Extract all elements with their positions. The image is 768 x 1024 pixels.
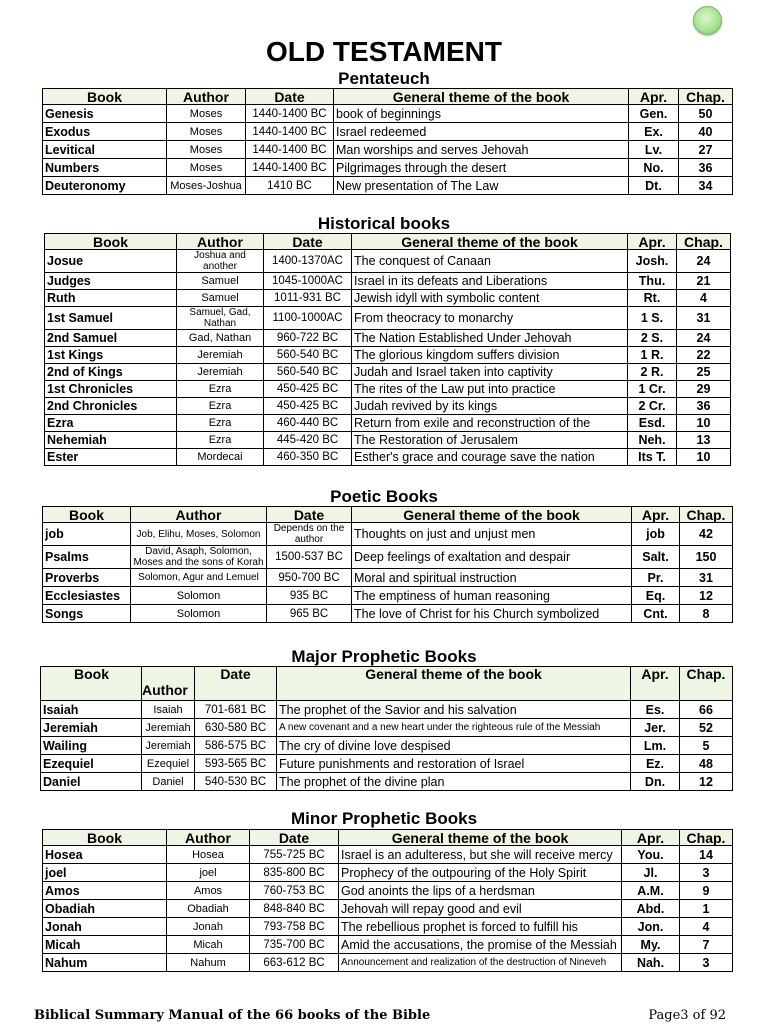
cell-theme: Future punishments and restoration of Israel (277, 755, 631, 773)
col-header-book: Book (43, 830, 167, 846)
cell-apr: 2 R. (628, 364, 677, 381)
table-row (45, 364, 731, 381)
cell-apr: Ex. (629, 123, 679, 141)
cell-apr: Its T. (628, 449, 677, 466)
cell-date: 460-350 BC (264, 449, 352, 466)
cell-book: Isaiah (41, 701, 142, 719)
table-row (43, 918, 733, 936)
table-row (41, 755, 733, 773)
cell-apr: A.M. (622, 882, 680, 900)
cell-book: Amos (43, 882, 167, 900)
cell-date: 1440-1400 BC (246, 123, 334, 141)
table-row (43, 605, 733, 623)
col-header-book: Book (43, 89, 167, 105)
cell-theme: The love of Christ for his Church symbolized (352, 605, 632, 623)
table-row (45, 273, 731, 290)
col-header-theme: General theme of the book (334, 89, 629, 105)
cell-book: 1st Samuel (45, 307, 177, 330)
major-prophetic-table (40, 666, 733, 791)
cell-date: 701-681 BC (195, 701, 277, 719)
col-header-theme: General theme of the book (277, 667, 631, 701)
col-header-apr: Apr. (622, 830, 680, 846)
cell-date: 586-575 BC (195, 737, 277, 755)
cell-author: Gad, Nathan (177, 330, 264, 347)
cell-apr: job (632, 523, 680, 546)
cell-apr: Josh. (628, 250, 677, 273)
cell-book: Exodus (43, 123, 167, 141)
cell-chap: 42 (680, 523, 733, 546)
table-row (43, 523, 733, 546)
cell-date: 1011-931 BC (264, 290, 352, 307)
cell-author: Nahum (167, 954, 250, 972)
section-title-minor: Minor Prophetic Books (290, 809, 478, 828)
section-title-historical: Historical books (317, 214, 451, 233)
cell-theme: The prophet of the Savior and his salvation (277, 701, 631, 719)
cell-theme: Prophecy of the outpouring of the Holy Spirit (339, 864, 622, 882)
table-row (41, 719, 733, 737)
cell-theme: The glorious kingdom suffers division (352, 347, 628, 364)
cell-chap: 48 (680, 755, 733, 773)
cell-author: Ezra (177, 398, 264, 415)
cell-chap: 25 (677, 364, 731, 381)
cell-chap: 22 (677, 347, 731, 364)
cell-author: Solomon (131, 587, 267, 605)
cell-apr: Dn. (631, 773, 680, 791)
footer-page-number: Page3 of 92 (648, 1008, 726, 1023)
cell-chap: 7 (680, 936, 733, 954)
cell-book: 2nd Samuel (45, 330, 177, 347)
cell-chap: 3 (680, 954, 733, 972)
cell-chap: 50 (679, 105, 733, 123)
table-row (41, 737, 733, 755)
col-header-book: Book (45, 234, 177, 250)
table-row (45, 432, 731, 449)
cell-date: 450-425 BC (264, 398, 352, 415)
cell-chap: 14 (680, 846, 733, 864)
cell-author: Ezra (177, 432, 264, 449)
table-row (43, 105, 733, 123)
table-row (43, 936, 733, 954)
table-row (43, 882, 733, 900)
col-header-apr: Apr. (631, 667, 680, 701)
cell-date: 950-700 BC (267, 569, 352, 587)
cell-book: 2nd of Kings (45, 364, 177, 381)
cell-chap: 3 (680, 864, 733, 882)
cell-date: 793-758 BC (250, 918, 339, 936)
cell-chap: 31 (677, 307, 731, 330)
cell-chap: 12 (680, 587, 733, 605)
col-header-author: Author (177, 234, 264, 250)
cell-apr: Thu. (628, 273, 677, 290)
cell-date: 1045-1000AC (264, 273, 352, 290)
cell-apr: No. (629, 159, 679, 177)
col-header-chap: Chap. (679, 89, 733, 105)
cell-book: Jonah (43, 918, 167, 936)
cell-author: Samuel (177, 290, 264, 307)
cell-chap: 5 (680, 737, 733, 755)
col-header-author: Author (167, 89, 246, 105)
cell-theme: From theocracy to monarchy (352, 307, 628, 330)
table-row (43, 587, 733, 605)
cell-date: 560-540 BC (264, 347, 352, 364)
cell-theme: Man worships and serves Jehovah (334, 141, 629, 159)
col-header-apr: Apr. (632, 507, 680, 523)
cell-book: Nehemiah (45, 432, 177, 449)
cell-theme: Israel is an adulteress, but she will receive mercy (339, 846, 622, 864)
col-header-apr: Apr. (629, 89, 679, 105)
cell-author: Moses (167, 123, 246, 141)
cell-date: 965 BC (267, 605, 352, 623)
cell-date: 1440-1400 BC (246, 141, 334, 159)
cell-apr: Neh. (628, 432, 677, 449)
cell-apr: Jon. (622, 918, 680, 936)
poetic-table (42, 506, 733, 623)
cell-author: Micah (167, 936, 250, 954)
col-header-date: Date (250, 830, 339, 846)
page-title: OLD TESTAMENT (266, 36, 502, 67)
cell-book: 2nd Chronicles (45, 398, 177, 415)
table-row (45, 415, 731, 432)
cell-apr: Pr. (632, 569, 680, 587)
cell-apr: Gen. (629, 105, 679, 123)
cell-book: Wailing (41, 737, 142, 755)
cell-chap: 29 (677, 381, 731, 398)
section-title-major: Major Prophetic Books (291, 647, 477, 666)
cell-theme: Announcement and realization of the destruction of Nineveh (339, 954, 622, 972)
cell-theme: The conquest of Canaan (352, 250, 628, 273)
cell-theme: Judah and Israel taken into captivity (352, 364, 628, 381)
cell-author: Solomon, Agur and Lemuel (131, 569, 267, 587)
cell-author: Hosea (167, 846, 250, 864)
cell-apr: Jl. (622, 864, 680, 882)
cell-date: 1100-1000AC (264, 307, 352, 330)
section-title-poetic: Poetic Books (330, 487, 438, 506)
cell-chap: 21 (677, 273, 731, 290)
cell-theme: book of beginnings (334, 105, 629, 123)
cell-chap: 36 (677, 398, 731, 415)
cell-book: Ezequiel (41, 755, 142, 773)
cell-date: 1440-1400 BC (246, 159, 334, 177)
table-row (45, 381, 731, 398)
cell-book: Josue (45, 250, 177, 273)
table-row (41, 701, 733, 719)
minor-prophetic-table (42, 829, 733, 972)
cell-apr: Salt. (632, 546, 680, 569)
cell-date: 1410 BC (246, 177, 334, 195)
cell-author: Samuel, Gad, Nathan (177, 307, 264, 330)
cell-author: joel (167, 864, 250, 882)
cell-chap: 4 (677, 290, 731, 307)
cell-chap: 8 (680, 605, 733, 623)
col-header-apr: Apr. (628, 234, 677, 250)
cell-apr: Lv. (629, 141, 679, 159)
cell-book: job (43, 523, 131, 546)
table-row (45, 290, 731, 307)
table-row (43, 846, 733, 864)
col-header-theme: General theme of the book (352, 234, 628, 250)
cell-date: 560-540 BC (264, 364, 352, 381)
cell-chap: 24 (677, 250, 731, 273)
cell-apr: 1 Cr. (628, 381, 677, 398)
cell-chap: 13 (677, 432, 731, 449)
table-row (45, 250, 731, 273)
cell-author: Moses (167, 159, 246, 177)
cell-theme: Moral and spiritual instruction (352, 569, 632, 587)
cell-theme: The prophet of the divine plan (277, 773, 631, 791)
cell-apr: Ez. (631, 755, 680, 773)
cell-book: Hosea (43, 846, 167, 864)
cell-book: Genesis (43, 105, 167, 123)
cell-author: Jonah (167, 918, 250, 936)
cell-theme: The rebellious prophet is forced to fulfill his (339, 918, 622, 936)
cell-chap: 12 (680, 773, 733, 791)
cell-date: 1400-1370AC (264, 250, 352, 273)
cell-author: Isaiah (142, 701, 195, 719)
cell-theme: Deep feelings of exaltation and despair (352, 546, 632, 569)
cell-author: David, Asaph, Solomon, Moses and the sons of Korah (131, 546, 267, 569)
cell-date: 935 BC (267, 587, 352, 605)
cell-chap: 150 (680, 546, 733, 569)
cell-author: Jeremiah (142, 719, 195, 737)
cell-book: Levitical (43, 141, 167, 159)
cell-author: Amos (167, 882, 250, 900)
cell-apr: Dt. (629, 177, 679, 195)
cell-apr: Rt. (628, 290, 677, 307)
cell-date: 630-580 BC (195, 719, 277, 737)
cell-book: Nahum (43, 954, 167, 972)
cell-book: Ezra (45, 415, 177, 432)
cell-chap: 34 (679, 177, 733, 195)
cell-apr: You. (622, 846, 680, 864)
cell-date: 735-700 BC (250, 936, 339, 954)
col-header-book-author (41, 666, 188, 701)
cell-chap: 24 (677, 330, 731, 347)
col-header-date: Date (195, 667, 277, 701)
table-row (45, 307, 731, 330)
cell-apr: 2 S. (628, 330, 677, 347)
cell-author: Moses (167, 105, 246, 123)
cell-chap: 40 (679, 123, 733, 141)
cell-date: 1440-1400 BC (246, 105, 334, 123)
cell-book: Songs (43, 605, 131, 623)
cell-author: Samuel (177, 273, 264, 290)
cell-theme: The cry of divine love despised (277, 737, 631, 755)
cell-apr: Esd. (628, 415, 677, 432)
table-row (43, 123, 733, 141)
table-row (45, 449, 731, 466)
cell-author: Jeremiah (177, 364, 264, 381)
cell-book: Numbers (43, 159, 167, 177)
cell-theme: A new covenant and a new heart under the righteous rule of the Messiah (277, 719, 631, 737)
cell-apr: 2 Cr. (628, 398, 677, 415)
cell-theme: New presentation of The Law (334, 177, 629, 195)
table-row (43, 159, 733, 177)
col-header-chap: Chap. (680, 667, 733, 701)
cell-apr: Lm. (631, 737, 680, 755)
cell-apr: Abd. (622, 900, 680, 918)
cell-chap: 36 (679, 159, 733, 177)
table-row (43, 177, 733, 195)
col-header-chap: Chap. (680, 507, 733, 523)
table-row (43, 900, 733, 918)
cell-date: 460-440 BC (264, 415, 352, 432)
pentateuch-table (42, 88, 733, 195)
col-header-theme: General theme of the book (352, 507, 632, 523)
footer-manual-title: Biblical Summary Manual of the 66 books of the Bible (34, 1008, 431, 1023)
cell-book: Ecclesiastes (43, 587, 131, 605)
cell-author: Moses (167, 141, 246, 159)
cell-book: Psalms (43, 546, 131, 569)
cell-theme: Jehovah will repay good and evil (339, 900, 622, 918)
cell-theme: God anoints the lips of a herdsman (339, 882, 622, 900)
cell-chap: 10 (677, 415, 731, 432)
cell-author: Jeremiah (177, 347, 264, 364)
cell-chap: 4 (680, 918, 733, 936)
table-row (43, 569, 733, 587)
cell-date: Depends on the author (267, 523, 352, 546)
cell-book: 1st Chronicles (45, 381, 177, 398)
table-row (43, 864, 733, 882)
cell-book: Daniel (41, 773, 142, 791)
cell-chap: 10 (677, 449, 731, 466)
col-header-author: Author (142, 682, 188, 698)
section-title-pentateuch: Pentateuch (338, 69, 430, 88)
cell-apr: Jer. (631, 719, 680, 737)
cell-theme: Jewish idyll with symbolic content (352, 290, 628, 307)
cell-author: Daniel (142, 773, 195, 791)
cell-date: 960-722 BC (264, 330, 352, 347)
cell-book: Jeremiah (41, 719, 142, 737)
cell-date: 1500-537 BC (267, 546, 352, 569)
cell-theme: The Nation Established Under Jehovah (352, 330, 628, 347)
cell-author: Joshua and another (177, 250, 264, 273)
cell-chap: 9 (680, 882, 733, 900)
cell-author: Obadiah (167, 900, 250, 918)
cell-chap: 27 (679, 141, 733, 159)
table-row (43, 954, 733, 972)
cell-date: 593-565 BC (195, 755, 277, 773)
cell-apr: Cnt. (632, 605, 680, 623)
cell-book: Ester (45, 449, 177, 466)
cell-date: 848-840 BC (250, 900, 339, 918)
cell-book: Judges (45, 273, 177, 290)
cell-author: Ezra (177, 415, 264, 432)
cell-date: 663-612 BC (250, 954, 339, 972)
table-row (43, 141, 733, 159)
cell-theme: Return from exile and reconstruction of the (352, 415, 628, 432)
cell-apr: 1 R. (628, 347, 677, 364)
col-header-date: Date (246, 89, 334, 105)
status-dot-icon (693, 6, 722, 35)
col-header-theme: General theme of the book (339, 830, 622, 846)
cell-author: Job, Elihu, Moses, Solomon (131, 523, 267, 546)
col-header-book: Book (74, 666, 109, 682)
col-header-chap: Chap. (680, 830, 733, 846)
col-header-date: Date (267, 507, 352, 523)
cell-author: Mordecai (177, 449, 264, 466)
cell-author: Jeremiah (142, 737, 195, 755)
cell-book: 1st Kings (45, 347, 177, 364)
cell-book: Ruth (45, 290, 177, 307)
cell-theme: The rites of the Law put into practice (352, 381, 628, 398)
table-row (41, 773, 733, 791)
cell-apr: Nah. (622, 954, 680, 972)
cell-author: Moses-Joshua (167, 177, 246, 195)
cell-chap: 66 (680, 701, 733, 719)
cell-theme: Israel in its defeats and Liberations (352, 273, 628, 290)
cell-apr: Eq. (632, 587, 680, 605)
historical-table (44, 233, 731, 466)
cell-chap: 31 (680, 569, 733, 587)
cell-date: 450-425 BC (264, 381, 352, 398)
cell-book: Deuteronomy (43, 177, 167, 195)
cell-book: Obadiah (43, 900, 167, 918)
cell-book: Micah (43, 936, 167, 954)
cell-chap: 1 (680, 900, 733, 918)
cell-author: Ezra (177, 381, 264, 398)
cell-date: 540-530 BC (195, 773, 277, 791)
cell-chap: 52 (680, 719, 733, 737)
col-header-date: Date (264, 234, 352, 250)
cell-book: joel (43, 864, 167, 882)
table-row (45, 398, 731, 415)
col-header-author: Author (167, 830, 250, 846)
cell-apr: 1 S. (628, 307, 677, 330)
cell-theme: The Restoration of Jerusalem (352, 432, 628, 449)
col-header-chap: Chap. (677, 234, 731, 250)
cell-author: Ezequiel (142, 755, 195, 773)
cell-apr: Es. (631, 701, 680, 719)
table-row (45, 347, 731, 364)
cell-theme: Thoughts on just and unjust men (352, 523, 632, 546)
cell-author: Solomon (131, 605, 267, 623)
col-header-book: Book (43, 507, 131, 523)
cell-apr: My. (622, 936, 680, 954)
cell-theme: The emptiness of human reasoning (352, 587, 632, 605)
cell-theme: Judah revived by its kings (352, 398, 628, 415)
cell-theme: Pilgrimages through the desert (334, 159, 629, 177)
cell-theme: Israel redeemed (334, 123, 629, 141)
cell-date: 445-420 BC (264, 432, 352, 449)
cell-theme: Esther's grace and courage save the nation (352, 449, 628, 466)
table-row (43, 546, 733, 569)
col-header-author: Author (131, 507, 267, 523)
cell-book: Proverbs (43, 569, 131, 587)
cell-date: 760-753 BC (250, 882, 339, 900)
cell-theme: Amid the accusations, the promise of the Messiah (339, 936, 622, 954)
cell-date: 755-725 BC (250, 846, 339, 864)
cell-date: 835-800 BC (250, 864, 339, 882)
table-row (45, 330, 731, 347)
